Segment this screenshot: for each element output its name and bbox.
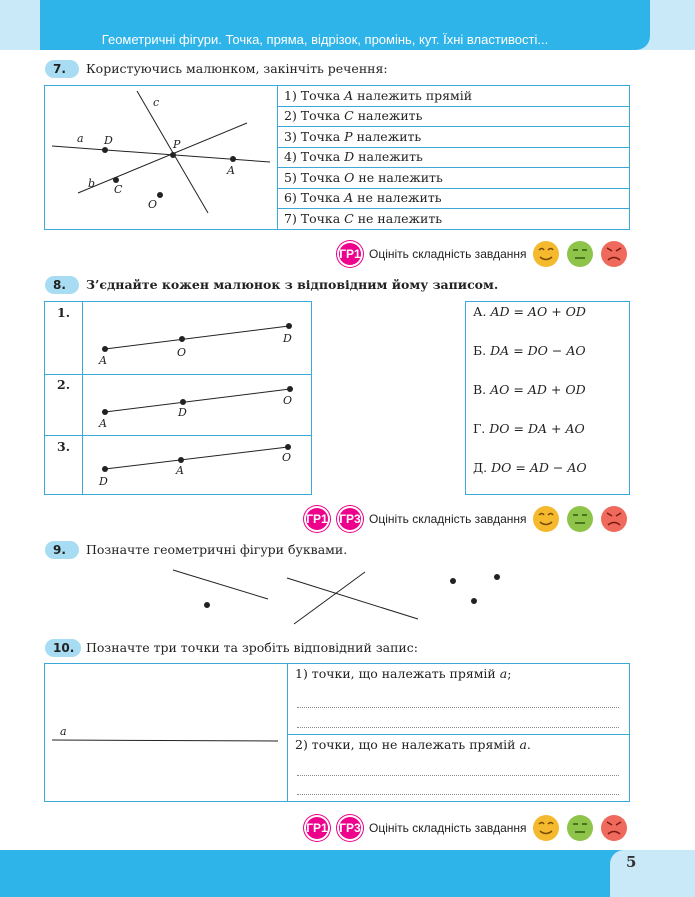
fig9-point-2: [450, 578, 456, 584]
seg3-label-A: A: [176, 464, 184, 477]
rating-label: Оцініть складність завдання: [369, 512, 527, 526]
task-10-line: [45, 720, 285, 750]
label-O: O: [148, 198, 158, 211]
seg1-point-O: [179, 336, 185, 342]
line-a: [52, 740, 278, 741]
row-divider: [277, 126, 630, 127]
line-a: [52, 146, 270, 162]
rating-label: Оцініть складність завдання: [369, 821, 527, 835]
easy-face-icon[interactable]: [532, 240, 560, 268]
seg1-point-A: [102, 346, 108, 352]
seg1-label-A: A: [99, 354, 107, 367]
answer-line[interactable]: [297, 726, 619, 728]
figure-num-3: 3.: [57, 439, 71, 454]
task-8-instruction: З’єднайте кожен малюнок з відповідним йому записом.: [86, 277, 499, 292]
seg3-point-A: [178, 457, 184, 463]
task-7-number: 7.: [45, 60, 79, 78]
fig9-line-1: [173, 570, 268, 599]
seg3-point-D: [102, 466, 108, 472]
seg3-label-O: O: [282, 451, 292, 464]
medium-face-icon[interactable]: [566, 240, 594, 268]
option-g: Г. DO = DA + AO: [473, 421, 585, 436]
task-7-instruction: Користуючись малюнком, закінчіть речення:: [86, 61, 388, 76]
hard-face-icon[interactable]: [600, 814, 628, 842]
gr3-badge: ГР3: [337, 506, 363, 532]
seg1-point-D: [286, 323, 292, 329]
label-P: P: [173, 138, 181, 151]
seg3-label-D: D: [99, 475, 108, 488]
seg2-label-A: A: [99, 417, 107, 430]
statement-2: 2) Точка C належить: [284, 108, 423, 123]
seg2-point-A: [102, 409, 108, 415]
label-C: C: [114, 183, 123, 196]
row-divider: [277, 208, 630, 209]
task-10-prompt-1: 1) точки, що належать прямій a;: [295, 666, 512, 681]
label-a: a: [77, 132, 84, 145]
gr1-badge: ГР1: [337, 241, 363, 267]
row-divider: [277, 188, 630, 189]
row-divider: [277, 147, 630, 148]
label-A: A: [227, 164, 235, 177]
answer-line[interactable]: [297, 706, 619, 708]
line-a-label: a: [60, 725, 67, 738]
label-b: b: [88, 177, 96, 190]
point-D: [102, 147, 108, 153]
task-8-segments: [83, 302, 311, 494]
option-d: Д. DO = AD − AO: [473, 460, 587, 475]
row-divider: [277, 106, 630, 107]
gr3-badge: ГР3: [337, 815, 363, 841]
option-b: Б. DA = DO − AO: [473, 343, 586, 358]
hard-face-icon[interactable]: [600, 240, 628, 268]
task-8-number: 8.: [45, 276, 79, 294]
medium-face-icon[interactable]: [566, 505, 594, 533]
answer-line[interactable]: [297, 774, 619, 776]
seg3-point-O: [285, 444, 291, 450]
row-divider: [287, 734, 630, 735]
hard-face-icon[interactable]: [600, 505, 628, 533]
easy-face-icon[interactable]: [532, 814, 560, 842]
option-a: А. AD = AO + OD: [473, 304, 586, 319]
task-9-figures: [160, 562, 520, 628]
figure-num-2: 2.: [57, 377, 71, 392]
seg2-point-O: [287, 386, 293, 392]
label-c: c: [153, 96, 160, 109]
seg2-label-O: O: [283, 394, 293, 407]
page-header-title: Геометричні фігури. Точка, пряма, відрізок, промінь, кут. Їхні властивості...: [101, 32, 549, 47]
fig9-point-3: [494, 574, 500, 580]
gr1-badge: ГР1: [304, 815, 330, 841]
fig9-line-3: [294, 572, 365, 624]
statement-3: 3) Точка P належить: [284, 129, 422, 144]
row-divider: [277, 167, 630, 168]
segment-3: [105, 447, 288, 469]
statement-5: 5) Точка O не належить: [284, 170, 443, 185]
gr1-badge: ГР1: [304, 506, 330, 532]
point-O: [157, 192, 163, 198]
seg1-label-O: O: [177, 346, 187, 359]
fig9-point-4: [471, 598, 477, 604]
task-9-number: 9.: [45, 541, 79, 559]
task-9-instruction: Позначте геометричні фігури буквами.: [86, 542, 348, 557]
answer-line[interactable]: [297, 793, 619, 795]
page-number: 5: [626, 853, 637, 871]
footer-tab: [610, 850, 695, 897]
seg2-label-D: D: [178, 406, 187, 419]
statement-6: 6) Точка A не належить: [284, 190, 442, 205]
col-divider: [287, 663, 288, 802]
line-c: [137, 91, 208, 213]
label-D: D: [104, 134, 113, 147]
point-P: [170, 152, 176, 158]
statement-7: 7) Точка C не належить: [284, 211, 443, 226]
task-7-figure: [44, 85, 277, 230]
segment-1: [105, 326, 289, 349]
statement-4: 4) Точка D належить: [284, 149, 423, 164]
figure-num-1: 1.: [57, 305, 71, 320]
fig9-point-1: [204, 602, 210, 608]
point-A: [230, 156, 236, 162]
option-v: В. AO = AD + OD: [473, 382, 586, 397]
statement-1: 1) Точка A належить прямій: [284, 88, 473, 103]
seg1-label-D: D: [283, 332, 292, 345]
medium-face-icon[interactable]: [566, 814, 594, 842]
easy-face-icon[interactable]: [532, 505, 560, 533]
task-10-prompt-2: 2) точки, що не належать прямій a.: [295, 737, 531, 752]
footer-band: [0, 850, 695, 897]
rating-label: Оцініть складність завдання: [369, 247, 527, 261]
seg2-point-D: [180, 399, 186, 405]
segment-2: [105, 389, 293, 412]
task-10-number: 10.: [45, 639, 81, 657]
task-10-instruction: Позначте три точки та зробіть відповідний запис:: [86, 640, 418, 655]
fig9-line-2: [287, 578, 418, 619]
